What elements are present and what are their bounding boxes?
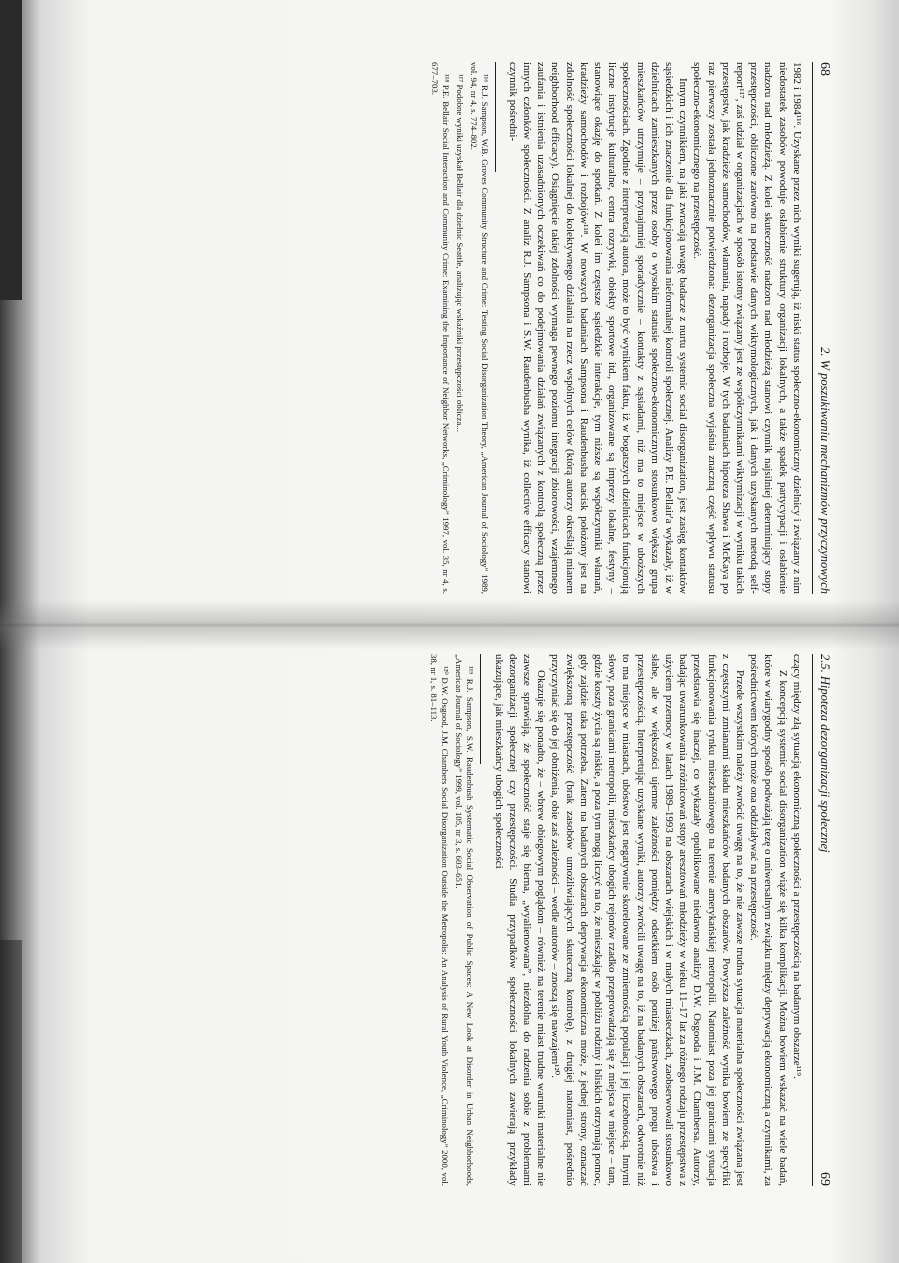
paragraph: 1982 i 1984¹¹⁶. Uzyskane przez nich wyniki sugerują, iż niski status społeczno-ekonomiczny dzielnicy i związany z nim niedostatek zasobów powoduje osłabienie struktury organizacji lokalnych, a także spadek partycypacji i osłabienie nadzoru nad młodzieżą. Z kolei skuteczność nadzoru nad młodzieżą stanowi czynnik najsilniej determinujący stopy przestępczości, obliczone zarówno na podstawie danych wiktymologicznych, jak i danych uzyskanych metodą self-report¹¹⁷, zaś udział w organizacjach w sposób istotny związany jest ze współczynnikami wiktymizacji w wyniku takich przestępstw, jak kradzieże samochodów, włamania, napady i rozboje. W tych badaniach hipoteza Shawa i McKaya po raz pierwszy została jednoznacznie potwierdzona: dezorganizacja społeczna wyjaśnia znaczną część wpływu statusu społeczno-ekonomicznego na przestępczość. <box>691 62 803 594</box>
paragraph: Z koncepcją systemic social disorganization wiąże się kilka komplikacji. Można bowiem wskazać na wiele badań, które w wiarygodny sposób podważają tezę o uniwersalnym związku między deprywacją ekonomiczną a czynnikami, za pośrednictwem których może ona oddziaływać na przestępczość. <box>748 654 789 1186</box>
page-number: 69 <box>817 1172 832 1186</box>
page-number: 68 <box>817 62 832 76</box>
footnote-divider <box>480 654 481 764</box>
paragraph: czący między złą sytuacją ekonomiczną społeczności a przestępczością na badanym obszarze¹¹⁹. <box>790 654 803 1079</box>
footnote: ¹¹⁹ R.J. Sampson, S.W. Raudenbush Systematic Social Observation of Public Spaces: A New Look at Disorder in Urban Neighborhoods, „American Journal of Sociology” 1999, vol. 105, nr 3, s. 603–651. <box>454 654 476 1186</box>
running-title: 2. W poszukiwaniu mechanizmów przyczynowych <box>818 347 832 594</box>
footnote: ¹¹⁸ P.E. Bellair Social Interaction and Community Crime: Examining the Importance of Neighbor Networks, „Criminology” 1997, vol. 35, nr 4, s. 677–703. <box>429 62 451 594</box>
footnote: ¹¹⁷ Podobne wyniki uzyskał Bellair dla dzielnic Seattle, analizując wskaźniki przestępczości oblicza... <box>454 74 465 432</box>
page-body <box>491 654 803 1186</box>
paragraph: Okazuje się ponadto, że – wbrew obiegowym poglądom – również na terenie miast trudne warunki materialne nie zawsze sprawiają, że społeczność staje się bierna, „wyalienowana”, niezdolna do radzenia sobie z problemami dezorganizacji społecznej czy przestępczości. Studia przypadków społeczności lokalnych zawierają przykłady ukazujące, jak mieszkańcy ubogich społeczności <box>492 654 548 1186</box>
scan-edge-top <box>0 0 22 300</box>
footnote-divider <box>495 62 496 172</box>
page-header <box>812 654 832 1186</box>
footnote: ¹²⁰ D.W. Osgood, J.M. Chambers Social Disorganization Outside the Metropolis: An Analysis of Rural Youth Violence, „Criminology” 2000, vol. 38, nr 1, s. 81–113. <box>429 654 451 1186</box>
running-title: 2.5. Hipoteza dezorganizacji społecznej <box>818 654 832 853</box>
page-69 <box>122 640 842 1200</box>
page-header <box>812 62 832 594</box>
scan-edge-bottom <box>0 940 22 1263</box>
page-68 <box>122 48 842 608</box>
paragraph: Innym czynnikiem, na jaki zwracają uwagę badacze z nurtu systemic social disorganization, jest zasięg kontaktów sąsiedzkich i ich znaczenie dla funkcjonowania nieformalnej kontroli społecznej. Analizy P.E. Bellair'a wykazały, iż w dzielnicach zamieszkanych przez osoby o wysokim statusie społeczno-ekonomicznym stosunkowo większa grupa mieszkańców utrzymuje – przynajmniej sporadycznie – kontakty z sąsiadami, niż ma to miejsce w uboższych społecznościach. Zgodnie z interpretacją autora, może to być wynikiem faktu, iż w bogatszych dzielnicach funkcjonują liczne instytucje kulturalne, centra rozrywki, obiekty sportowe itd., organizowane są imprezy lokalne, festyny – stanowiące okazję do spotkań. Z kolei im częstsze sąsiedzkie interakcje, tym niższe są współczynniki włamań, kradzieży samochodów i rozbojów¹¹⁸. W nowszych badaniach Sampsona i Raudenbusha nacisk położony jest na zdolność społeczności lokalnej do kolektywnego działania na rzecz wspólnych celów (którą autorzy określają mianem neighborhood efficacy). Osiągnięcie takiej zdolności wymaga pewnego poziomu integracji zbiorowości, wzajemnego zaufania i istnienia uzasadnionych oczekiwań co do podejmowania działań związanych z kontrolą społeczną przez innych członków społeczności. Z analiz R.J. Sampsona i S.W. Raudenbusha wynika, iż collective efficacy stanowi czynnik pośredni- <box>506 62 690 594</box>
footnote: ¹¹⁶ R.J. Sampson, W.B. Groves Community Structure and Crime: Testing Social Disorganization Theory, „American Journal of Sociology” 1989, vol. 94, nr 4, s. 774–802. <box>468 62 490 594</box>
page-body <box>506 62 804 594</box>
paragraph: Przede wszystkim należy zwrócić uwagę na to, że nie zawsze trudna sytuacja materialna społeczności związana jest z częstszymi zmianami składu mieszkańców badanych obszarów. Powyższa zależność wynika bowiem ze specyfiki funkcjonowania rynku mieszkaniowego na terenie amerykańskiej metropolii. Natomiast poza jej granicami sytuacja przedstawia się inaczej, co wykazały opublikowane niedawno analizy D.W. Osgooda i J.M. Chambersa. Autorzy, badając uwarunkowania zróżnicowań stopy aresztowań młodzieży w wieku 11–17 lat za różnego rodzaju przestępstwa z użyciem przemocy w latach 1989–1993 na obszarach wiejskich i w małych miasteczkach, zaobserwowali stosunkowo słabe, ale w większości ujemne zależności pomiędzy odsetkiem osób poniżej państwowego progu ubóstwa i przestępczością. Interpretując uzyskane wyniki, autorzy zwrócili uwagę na to, iż na badanych obszarach, odwrotnie niż to ma miejsce w miastach, ubóstwo jest negatywnie skorelowane ze zmiennością populacji i jej liczebnością. Innymi słowy, poza granicami metropolii, mieszkańcy ubogich rejonów rzadko przeprowadzają się z miejsca w miejsce – tam, gdzie koszty życia są niskie, a poza tym mogą liczyć na to, że mieszkając w pobliżu rodziny i bliskich otrzymają pomoc, gdy zajdzie taka potrzeba. Zatem na badanych obszarach deprywacja ekonomiczna może, z jednej strony, oznaczać zwiększoną przestępczość (brak zasobów umożliwiających skuteczną kontrolę), z drugiej natomiast, pośrednio przyczyniać się do jej obniżenia, obie zaś zależności – wedle autorów – znoszą się nawzajem¹²⁰. <box>549 654 746 1186</box>
